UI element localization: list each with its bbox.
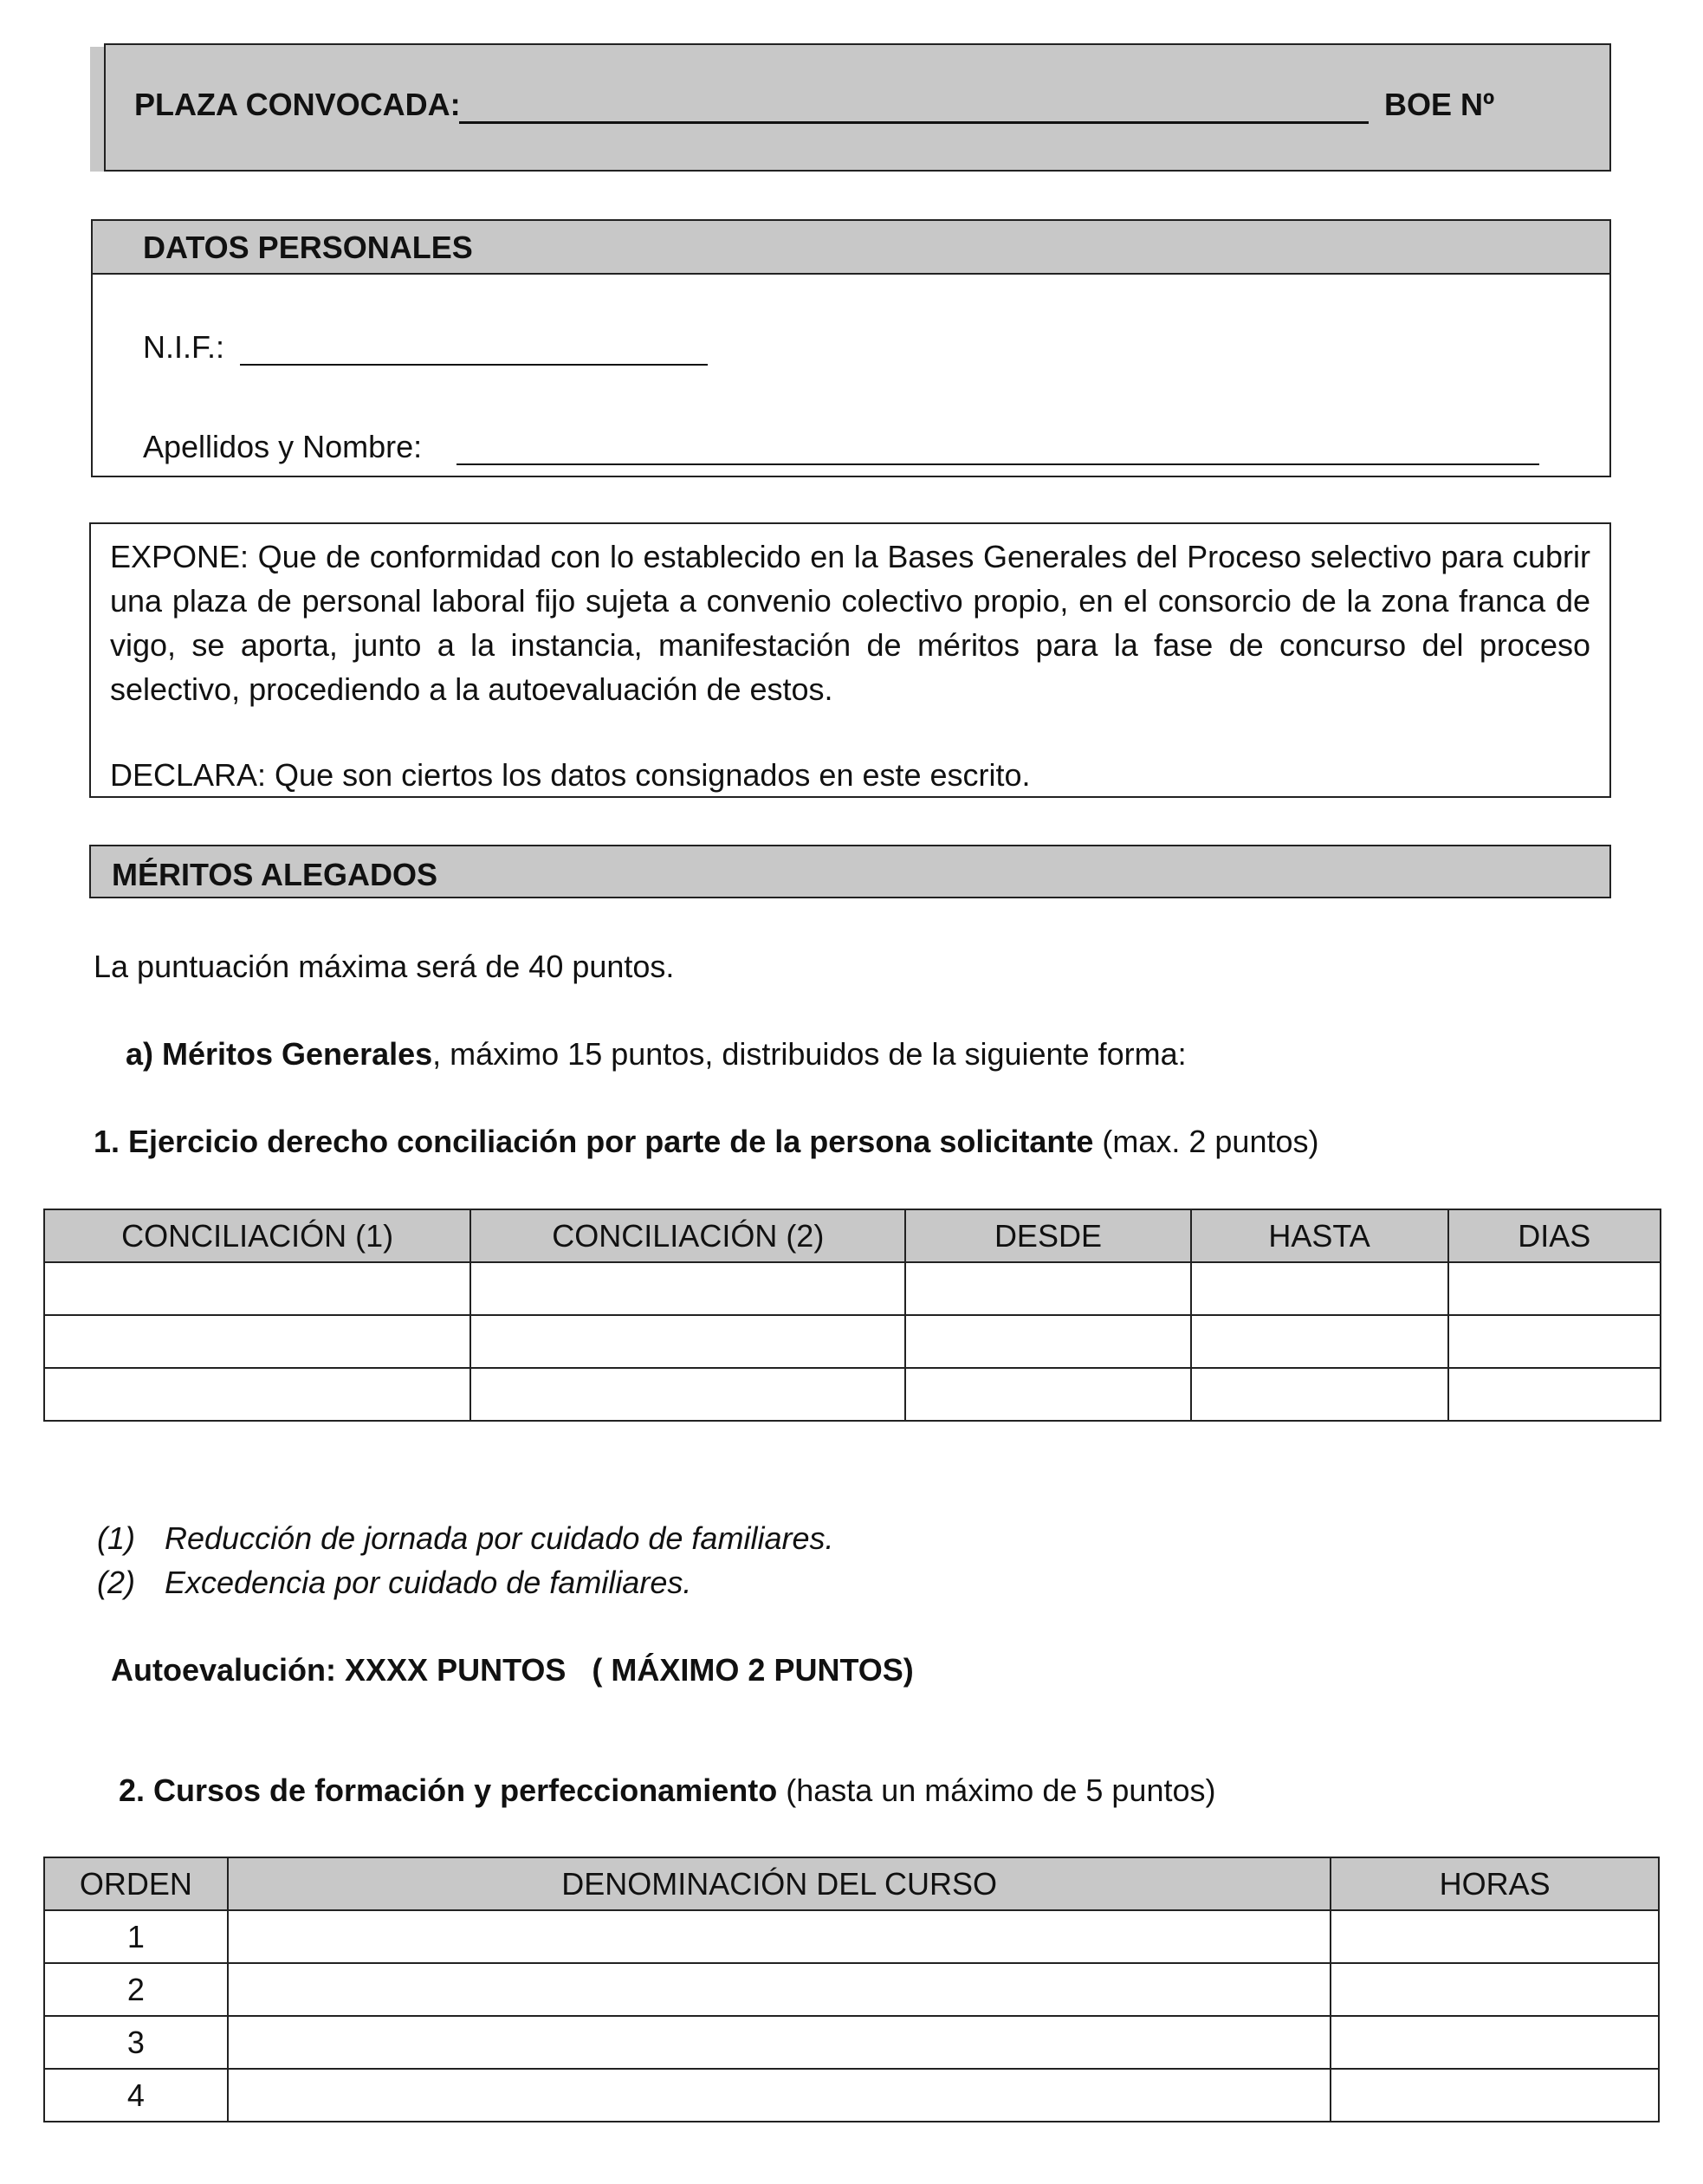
table-cell[interactable] bbox=[228, 2016, 1331, 2069]
col-conciliacion-2: CONCILIACIÓN (2) bbox=[470, 1209, 905, 1262]
table-header-row bbox=[44, 1209, 1661, 1262]
col-denominacion: DENOMINACIÓN DEL CURSO bbox=[228, 1857, 1331, 1910]
table-cell[interactable] bbox=[470, 1368, 905, 1421]
table-row bbox=[44, 2016, 1659, 2069]
datos-personales-title: DATOS PERSONALES bbox=[143, 230, 473, 265]
table-cell[interactable] bbox=[44, 1315, 470, 1368]
table-row bbox=[44, 1315, 1661, 1368]
nombre-label: Apellidos y Nombre: bbox=[143, 429, 423, 464]
table-cell[interactable] bbox=[44, 1262, 470, 1315]
footnote-1-num: (1) bbox=[97, 1520, 135, 1556]
datos-personales-section bbox=[91, 219, 1611, 477]
orden-cell: 1 bbox=[44, 1910, 228, 1963]
table-cell[interactable] bbox=[228, 1963, 1331, 2016]
table-cell[interactable] bbox=[905, 1368, 1190, 1421]
footnote-2 bbox=[97, 1565, 691, 1601]
col-hasta: HASTA bbox=[1191, 1209, 1448, 1262]
table-cell[interactable] bbox=[1448, 1262, 1661, 1315]
col-orden: ORDEN bbox=[44, 1857, 228, 1910]
plaza-label: PLAZA CONVOCADA: bbox=[134, 87, 461, 122]
col-conciliacion-1: CONCILIACIÓN (1) bbox=[44, 1209, 470, 1262]
orden-cell: 2 bbox=[44, 1963, 228, 2016]
table-row bbox=[44, 1910, 1659, 1963]
table-cell[interactable] bbox=[228, 2069, 1331, 2122]
table-cell[interactable] bbox=[1448, 1368, 1661, 1421]
table-row bbox=[44, 1262, 1661, 1315]
expone-text: EXPONE: Que de conformidad con lo establecido en la Bases Generales del Proceso selectivo para cubrir una plaza de personal laboral fijo sujeta a convenio colectivo propio, en el consorcio de la zona franca de vigo, se aporta, junto a la instancia, manifestación de méritos para la fase de concurso del proceso selectivo, procediendo a la autoevaluación de estos. bbox=[110, 539, 1590, 707]
table-cell[interactable] bbox=[905, 1262, 1190, 1315]
table-cell[interactable] bbox=[1191, 1368, 1448, 1421]
cursos-title: 2. Cursos de formación y perfeccionamiento bbox=[119, 1772, 778, 1808]
cursos-heading bbox=[119, 1772, 1215, 1809]
table-cell[interactable] bbox=[1331, 2069, 1659, 2122]
nif-label: N.I.F.: bbox=[143, 329, 225, 365]
table-row bbox=[44, 1368, 1661, 1421]
table-cell[interactable] bbox=[905, 1315, 1190, 1368]
table-cell[interactable] bbox=[1331, 1910, 1659, 1963]
table-cell[interactable] bbox=[44, 1368, 470, 1421]
footnote-1-text: Reducción de jornada por cuidado de familiares. bbox=[165, 1520, 834, 1556]
declara-text: DECLARA: Que son ciertos los datos consignados en este escrito. bbox=[110, 757, 1031, 793]
table-header-row bbox=[44, 1857, 1659, 1910]
table-cell[interactable] bbox=[1448, 1315, 1661, 1368]
conciliacion-desc: (max. 2 puntos) bbox=[1093, 1124, 1319, 1159]
conciliacion-table bbox=[43, 1209, 1661, 1422]
table-row bbox=[44, 1963, 1659, 2016]
autoevaluacion-text: Autoevalución: XXXX PUNTOS ( MÁXIMO 2 PUNTOS) bbox=[111, 1652, 914, 1688]
cursos-table bbox=[43, 1857, 1660, 2122]
cursos-desc: (hasta un máximo de 5 puntos) bbox=[777, 1772, 1216, 1808]
expone-section bbox=[89, 522, 1611, 798]
table-cell[interactable] bbox=[1331, 2016, 1659, 2069]
col-dias: DIAS bbox=[1448, 1209, 1661, 1262]
meritos-generales-line bbox=[126, 1036, 1187, 1073]
nombre-input-line[interactable] bbox=[457, 463, 1539, 465]
table-cell[interactable] bbox=[228, 1910, 1331, 1963]
table-cell[interactable] bbox=[1191, 1315, 1448, 1368]
table-cell[interactable] bbox=[1191, 1262, 1448, 1315]
col-horas: HORAS bbox=[1331, 1857, 1659, 1910]
col-desde: DESDE bbox=[905, 1209, 1190, 1262]
footnote-2-num: (2) bbox=[97, 1565, 135, 1600]
meritos-generales-desc: , máximo 15 puntos, distribuidos de la siguiente forma: bbox=[432, 1036, 1187, 1072]
meritos-generales-title: a) Méritos Generales bbox=[126, 1036, 433, 1072]
conciliacion-title: 1. Ejercicio derecho conciliación por parte de la persona solicitante bbox=[94, 1124, 1094, 1159]
footnote-1 bbox=[97, 1520, 833, 1557]
orden-cell: 4 bbox=[44, 2069, 228, 2122]
plaza-input-line[interactable] bbox=[459, 121, 1369, 124]
footnote-2-text: Excedencia por cuidado de familiares. bbox=[165, 1565, 692, 1600]
table-row bbox=[44, 2069, 1659, 2122]
orden-cell: 3 bbox=[44, 2016, 228, 2069]
table-cell[interactable] bbox=[470, 1262, 905, 1315]
puntuacion-text: La puntuación máxima será de 40 puntos. bbox=[94, 949, 675, 984]
meritos-header bbox=[89, 845, 1611, 898]
table-cell[interactable] bbox=[470, 1315, 905, 1368]
meritos-title: MÉRITOS ALEGADOS bbox=[112, 857, 438, 892]
boe-label: BOE Nº bbox=[1384, 87, 1495, 122]
nif-input-line[interactable] bbox=[240, 364, 708, 366]
table-cell[interactable] bbox=[1331, 1963, 1659, 2016]
conciliacion-heading bbox=[94, 1124, 1318, 1160]
